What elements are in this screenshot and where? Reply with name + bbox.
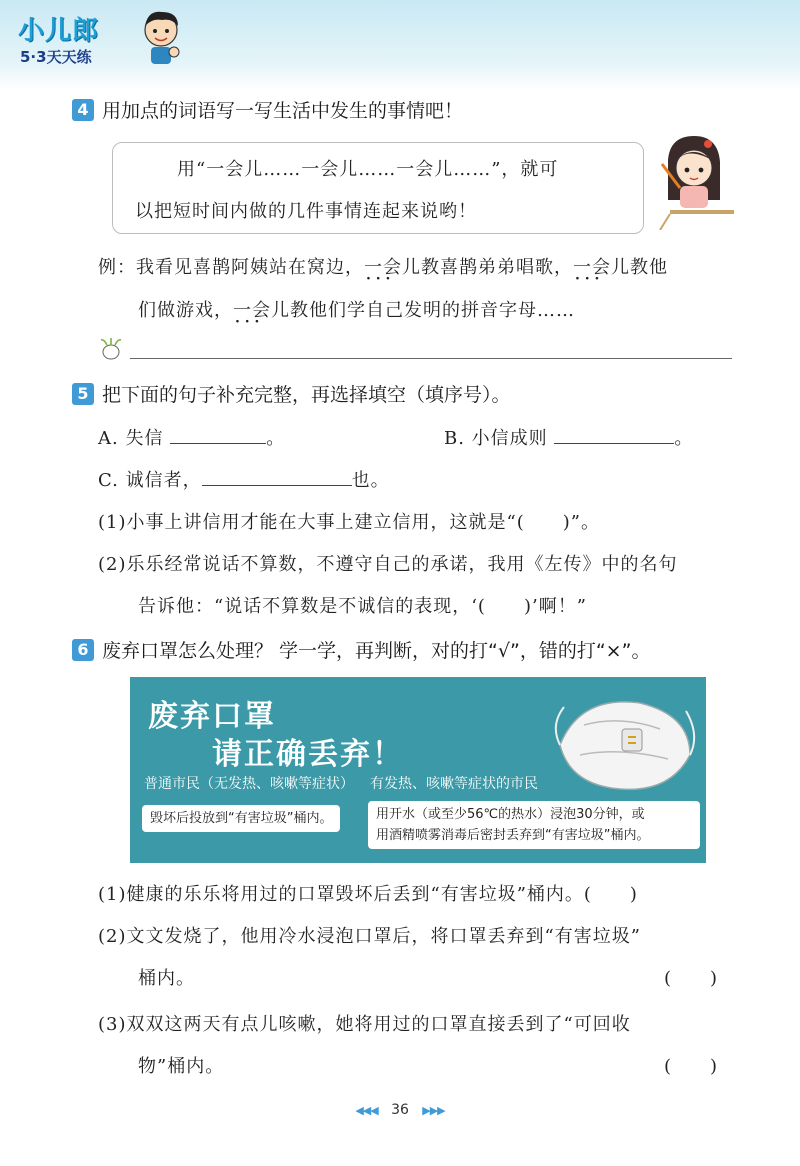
brand-subtitle: 5·3天天练 — [20, 48, 92, 66]
mask-disposal-poster — [130, 677, 706, 863]
q4-answer-line[interactable] — [130, 358, 732, 359]
poster-title-1: 废弃口罩 — [148, 699, 276, 734]
q4-number: 4 — [72, 99, 94, 121]
q5-option-a-blank[interactable] — [170, 425, 266, 444]
brand-logo: 小儿郎 — [18, 16, 100, 46]
q6-statement-1: (1)健康的乐乐将用过的口罩毁坏后丢到“有害垃圾”桶内。( ) — [98, 884, 638, 905]
q4-example-line2 — [138, 296, 575, 322]
q6-number: 6 — [72, 639, 94, 661]
poster-right-caption: 有发热、咳嗽等症状的市民 — [370, 776, 538, 792]
q4-tip-box — [112, 142, 644, 234]
q4-example-p3: 教他 — [630, 257, 668, 278]
q5-option-c — [98, 466, 390, 492]
q4-example-dotted-word: 一会儿 · · · — [233, 296, 290, 322]
q5-option-a — [98, 424, 285, 450]
q5-option-c-end: 也。 — [351, 470, 390, 491]
q6-statement-2-line1: (2)文文发烧了，他用冷水浸泡口罩后，将口罩丢弃到“有害垃圾” — [98, 926, 641, 947]
q5-option-a-label: A. 失信 — [98, 428, 164, 449]
girl-writing-icon — [650, 130, 740, 230]
q5-sentence-1: (1)小事上讲信用才能在大事上建立信用，这就是“( )”。 — [98, 512, 600, 533]
q4-example-p2: 教喜鹊弟弟唱歌， — [421, 257, 573, 278]
page-footer — [0, 1102, 800, 1118]
q6-heading — [72, 636, 650, 663]
q5-option-c-label: C. 诚信者， — [98, 470, 202, 491]
boy-mascot-icon — [138, 6, 184, 66]
q4-example-p4: 们做游戏， — [138, 300, 233, 321]
q5-title: 把下面的句子补充完整，再选择填空（填序号）。 — [102, 384, 511, 406]
q4-title: 用加点的词语写一写生活中发生的事情吧！ — [102, 100, 464, 122]
q6-statement-2-line2: 桶内。 — [138, 968, 195, 989]
q5-option-b — [444, 424, 693, 450]
header-band — [0, 0, 800, 90]
q6-statement-2-answer[interactable]: ( ) — [664, 968, 719, 989]
radish-icon — [98, 337, 124, 361]
q4-tip-line2: 以把短时间内做的几件事情连起来说哟！ — [135, 201, 477, 222]
q5-option-a-end: 。 — [266, 428, 286, 449]
q5-option-c-blank[interactable] — [202, 467, 352, 486]
q5-sentence-2-line1: (2)乐乐经常说话不算数，不遵守自己的承诺，我用《左传》中的名句 — [98, 554, 678, 575]
poster-right-note-line1: 用开水（或至少56℃的热水）浸泡30分钟，或 — [376, 807, 645, 822]
q4-heading — [72, 96, 463, 123]
q5-option-b-label: B. 小信成则 — [444, 428, 548, 449]
q6-statement-3-answer[interactable]: ( ) — [664, 1056, 719, 1077]
q4-example-dotted-word: 一会儿 · · · — [573, 253, 630, 279]
q4-example-line1 — [98, 253, 668, 279]
q5-option-b-blank[interactable] — [554, 425, 674, 444]
q5-option-b-end: 。 — [674, 428, 694, 449]
q6-statement-3-line1: (3)双双这两天有点儿咳嗽，她将用过的口罩直接丢到了“可回收 — [98, 1014, 631, 1035]
next-arrows-icon: ▶▶▶ — [422, 1104, 445, 1117]
page-number: 36 — [391, 1102, 409, 1118]
poster-title-2: 请正确丢弃！ — [212, 737, 404, 772]
q5-sentence-2-line2: 告诉他：“说话不算数是不诚信的表现，‘( )’啊！” — [138, 596, 587, 617]
poster-left-caption: 普通市民（无发热、咳嗽等症状） — [144, 776, 354, 792]
q5-number: 5 — [72, 383, 94, 405]
q6-statement-3-line2: 物”桶内。 — [138, 1056, 225, 1077]
poster-right-note-line2: 用酒精喷雾消毒后密封丢弃到“有害垃圾”桶内。 — [376, 828, 650, 843]
q6-title: 废弃口罩怎么处理？ 学一学，再判断，对的打“√”，错的打“×”。 — [102, 640, 651, 662]
q4-example-p5: 教他们学自己发明的拼音字母…… — [290, 300, 575, 321]
poster-right-note — [368, 801, 700, 849]
q5-heading — [72, 380, 511, 407]
q4-example-dotted-word: 一会儿 · · · — [364, 253, 421, 279]
face-mask-icon — [550, 685, 700, 797]
q4-tip-line1: 用“一会儿……一会儿……一会儿……”，就可 — [177, 159, 559, 180]
poster-left-note: 毁坏后投放到“有害垃圾”桶内。 — [142, 805, 340, 832]
prev-arrows-icon: ◀◀◀ — [355, 1104, 378, 1117]
q4-example-p1: 例：我看见喜鹊阿姨站在窝边， — [98, 257, 364, 278]
